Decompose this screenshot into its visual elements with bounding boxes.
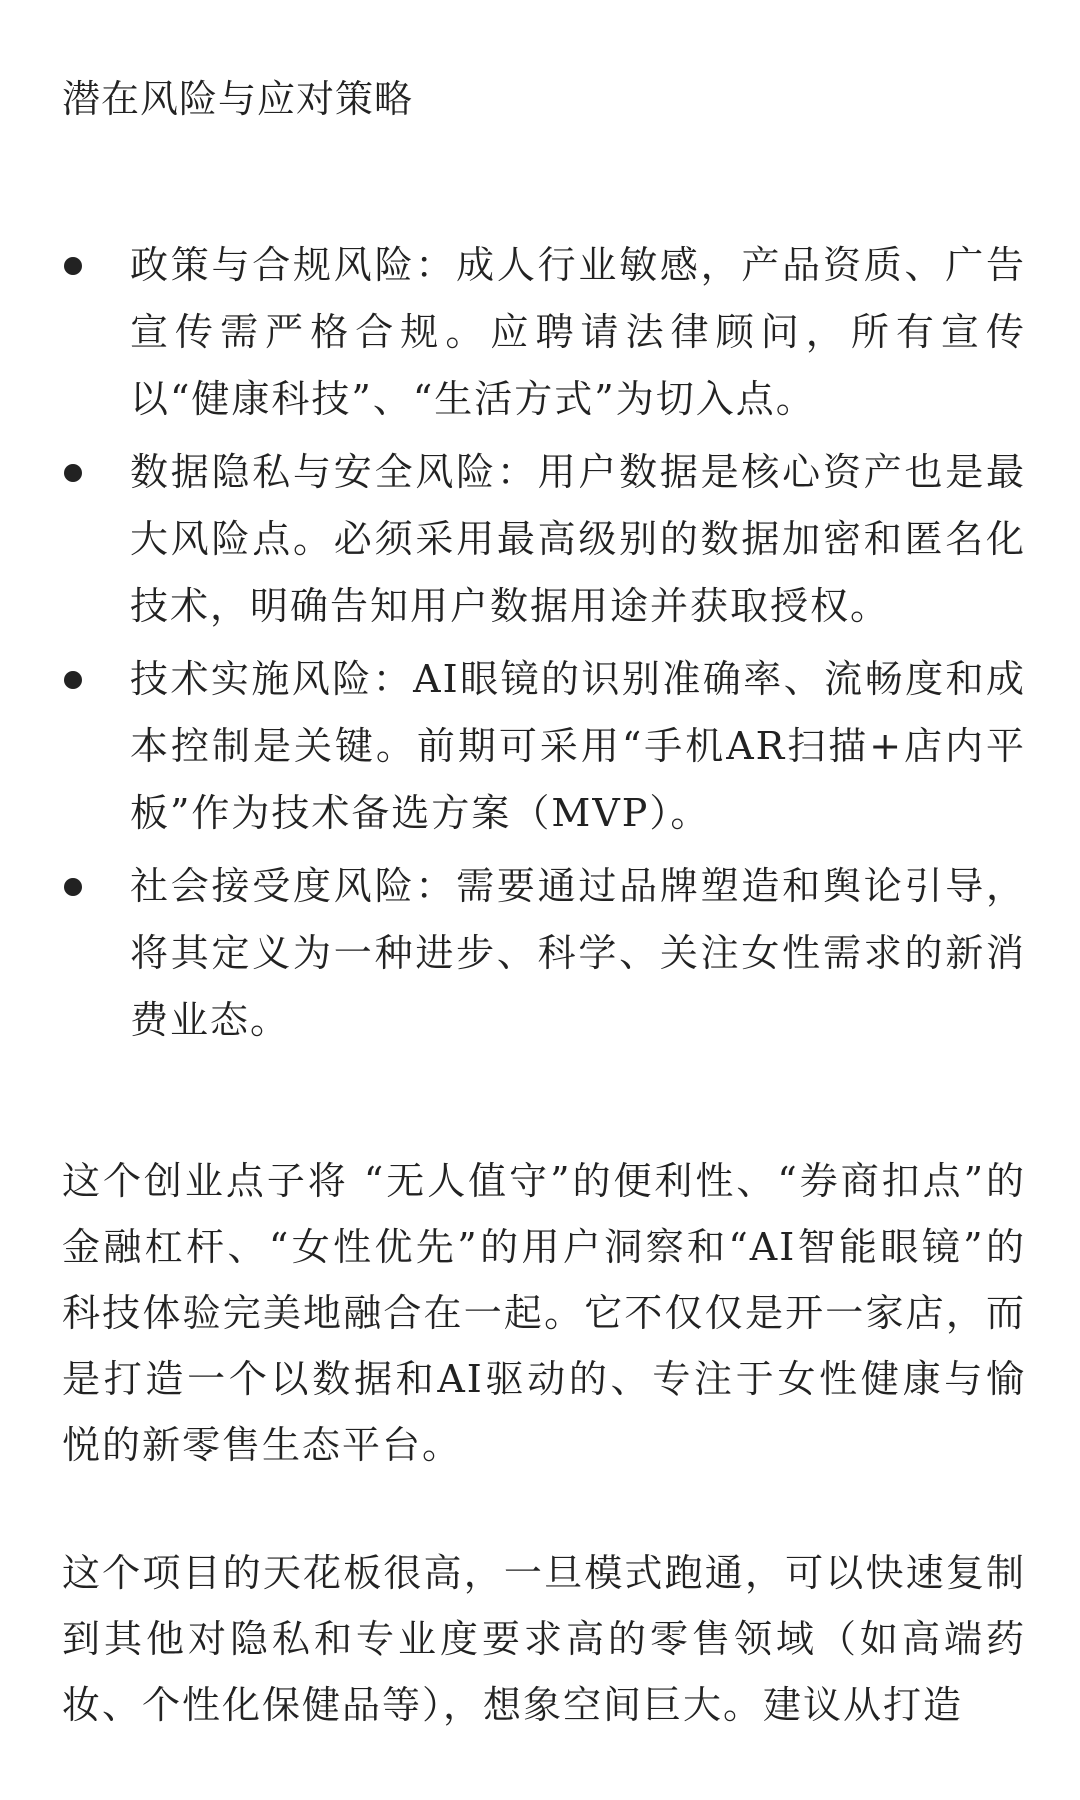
risk-list <box>62 232 1026 1060</box>
list-item <box>62 232 1026 433</box>
list-item <box>62 853 1026 1054</box>
list-item-text: 技术实施风险：AI眼镜的识别准确率、流畅度和成本控制是关键。前期可采用“手机AR扫描+店内平板”作为技术备选方案（MVP）。 <box>130 657 1026 835</box>
bullet-icon <box>64 257 82 275</box>
bullet-icon <box>64 464 82 482</box>
list-item-text: 社会接受度风险：需要通过品牌塑造和舆论引导，将其定义为一种进步、科学、关注女性需求的新消费业态。 <box>130 864 1026 1042</box>
list-item-text: 政策与合规风险：成人行业敏感，产品资质、广告宣传需严格合规。应聘请法律顾问，所有宣传以“健康科技”、“生活方式”为切入点。 <box>130 243 1026 421</box>
outlook-paragraph: 这个项目的天花板很高，一旦模式跑通，可以快速复制到其他对隐私和专业度要求高的零售领域（如高端药妆、个性化保健品等），想象空间巨大。建议从打造 <box>62 1551 1026 1727</box>
list-item <box>62 439 1026 640</box>
summary-paragraph: 这个创业点子将 “无人值守”的便利性、“券商扣点”的金融杠杆、“女性优先”的用户洞察和“AI智能眼镜”的科技体验完美地融合在一起。它不仅仅是开一家店，而是打造一个以数据和AI驱动的、专注于女性健康与愉悦的新零售生态平台。 <box>62 1159 1026 1467</box>
section-heading: 潜在风险与应对策略 <box>62 77 414 121</box>
bullet-icon <box>64 671 82 689</box>
bullet-icon <box>64 878 82 896</box>
list-item <box>62 646 1026 847</box>
list-item-text: 数据隐私与安全风险：用户数据是核心资产也是最大风险点。必须采用最高级别的数据加密和匿名化技术，明确告知用户数据用途并获取授权。 <box>130 450 1026 628</box>
